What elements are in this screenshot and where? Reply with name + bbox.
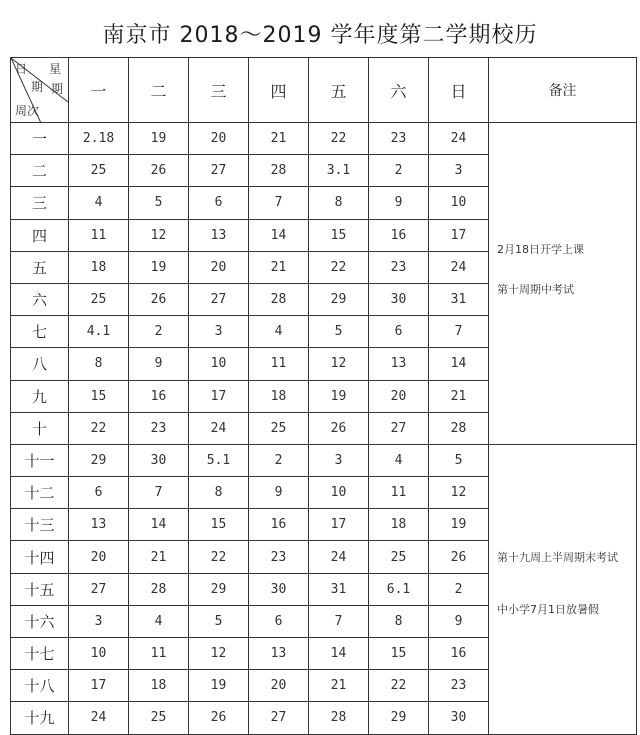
date-cell: 27 bbox=[69, 573, 129, 605]
date-cell: 10 bbox=[429, 187, 489, 219]
date-cell: 11 bbox=[69, 219, 129, 251]
date-cell: 24 bbox=[69, 702, 129, 734]
date-cell: 3.1 bbox=[309, 155, 369, 187]
date-cell: 14 bbox=[309, 638, 369, 670]
date-cell: 16 bbox=[129, 380, 189, 412]
date-cell: 28 bbox=[129, 573, 189, 605]
date-cell: 19 bbox=[429, 509, 489, 541]
day-header: 三 bbox=[189, 58, 249, 123]
date-cell: 11 bbox=[369, 477, 429, 509]
date-cell: 23 bbox=[129, 412, 189, 444]
notes-cell bbox=[489, 123, 637, 445]
date-cell: 11 bbox=[249, 348, 309, 380]
date-cell: 5 bbox=[129, 187, 189, 219]
date-cell: 26 bbox=[189, 702, 249, 734]
date-cell: 19 bbox=[309, 380, 369, 412]
date-cell: 24 bbox=[429, 123, 489, 155]
date-cell: 9 bbox=[249, 477, 309, 509]
date-cell: 25 bbox=[129, 702, 189, 734]
date-cell: 18 bbox=[69, 251, 129, 283]
date-cell: 7 bbox=[429, 316, 489, 348]
date-cell: 18 bbox=[129, 670, 189, 702]
date-cell: 30 bbox=[429, 702, 489, 734]
date-cell: 13 bbox=[69, 509, 129, 541]
corner-middle-left: 期 bbox=[31, 80, 44, 94]
date-cell: 23 bbox=[369, 251, 429, 283]
date-cell: 27 bbox=[369, 412, 429, 444]
date-cell: 2 bbox=[369, 155, 429, 187]
corner-bottom-left: 周次 bbox=[15, 104, 40, 118]
date-cell: 13 bbox=[189, 219, 249, 251]
date-cell: 8 bbox=[369, 605, 429, 637]
week-number-cell: 十二 bbox=[11, 477, 69, 509]
corner-middle-right: 期 bbox=[51, 82, 64, 96]
date-cell: 26 bbox=[129, 155, 189, 187]
date-cell: 24 bbox=[429, 251, 489, 283]
day-header: 四 bbox=[249, 58, 309, 123]
date-cell: 25 bbox=[249, 412, 309, 444]
date-cell: 30 bbox=[129, 444, 189, 476]
date-cell: 6 bbox=[69, 477, 129, 509]
date-cell: 2 bbox=[429, 573, 489, 605]
corner-top-left: 日 bbox=[15, 62, 28, 76]
date-cell: 31 bbox=[429, 283, 489, 315]
date-cell: 8 bbox=[69, 348, 129, 380]
date-cell: 2.18 bbox=[69, 123, 129, 155]
day-header: 一 bbox=[69, 58, 129, 123]
week-number-cell: 十六 bbox=[11, 605, 69, 637]
date-cell: 5 bbox=[429, 444, 489, 476]
date-cell: 29 bbox=[369, 702, 429, 734]
date-cell: 13 bbox=[249, 638, 309, 670]
date-cell: 3 bbox=[189, 316, 249, 348]
date-cell: 6.1 bbox=[369, 573, 429, 605]
date-cell: 30 bbox=[249, 573, 309, 605]
date-cell: 7 bbox=[309, 605, 369, 637]
week-row bbox=[11, 123, 637, 155]
date-cell: 25 bbox=[369, 541, 429, 573]
day-header: 二 bbox=[129, 58, 189, 123]
date-cell: 9 bbox=[369, 187, 429, 219]
notes-cell bbox=[489, 444, 637, 734]
date-cell: 24 bbox=[189, 412, 249, 444]
date-cell: 12 bbox=[129, 219, 189, 251]
date-cell: 22 bbox=[309, 123, 369, 155]
date-cell: 16 bbox=[249, 509, 309, 541]
date-cell: 23 bbox=[429, 670, 489, 702]
date-cell: 16 bbox=[369, 219, 429, 251]
corner-top-right: 星 bbox=[49, 62, 62, 76]
date-cell: 22 bbox=[189, 541, 249, 573]
date-cell: 5.1 bbox=[189, 444, 249, 476]
date-cell: 20 bbox=[249, 670, 309, 702]
date-cell: 8 bbox=[189, 477, 249, 509]
date-cell: 15 bbox=[309, 219, 369, 251]
date-cell: 4 bbox=[69, 187, 129, 219]
week-number-cell: 十七 bbox=[11, 638, 69, 670]
date-cell: 15 bbox=[369, 638, 429, 670]
date-cell: 12 bbox=[309, 348, 369, 380]
date-cell: 19 bbox=[129, 251, 189, 283]
date-cell: 20 bbox=[369, 380, 429, 412]
week-number-cell: 四 bbox=[11, 219, 69, 251]
date-cell: 19 bbox=[129, 123, 189, 155]
date-cell: 25 bbox=[69, 155, 129, 187]
date-cell: 29 bbox=[69, 444, 129, 476]
note-text: 中小学7月1日放暑假 bbox=[497, 602, 599, 616]
corner-header-cell bbox=[11, 58, 69, 123]
week-number-cell: 十三 bbox=[11, 509, 69, 541]
week-number-cell: 七 bbox=[11, 316, 69, 348]
date-cell: 19 bbox=[189, 670, 249, 702]
date-cell: 26 bbox=[309, 412, 369, 444]
date-cell: 31 bbox=[309, 573, 369, 605]
week-row bbox=[11, 444, 637, 476]
date-cell: 14 bbox=[129, 509, 189, 541]
week-number-cell: 十九 bbox=[11, 702, 69, 734]
date-cell: 23 bbox=[369, 123, 429, 155]
week-number-cell: 十 bbox=[11, 412, 69, 444]
week-number-cell: 八 bbox=[11, 348, 69, 380]
date-cell: 4 bbox=[369, 444, 429, 476]
date-cell: 17 bbox=[309, 509, 369, 541]
week-number-cell: 九 bbox=[11, 380, 69, 412]
date-cell: 5 bbox=[189, 605, 249, 637]
date-cell: 23 bbox=[249, 541, 309, 573]
day-header: 日 bbox=[429, 58, 489, 123]
date-cell: 13 bbox=[369, 348, 429, 380]
date-cell: 6 bbox=[249, 605, 309, 637]
date-cell: 21 bbox=[429, 380, 489, 412]
date-cell: 30 bbox=[369, 283, 429, 315]
date-cell: 6 bbox=[369, 316, 429, 348]
note-text: 第十九周上半周期末考试 bbox=[497, 550, 618, 564]
date-cell: 2 bbox=[129, 316, 189, 348]
date-cell: 28 bbox=[249, 155, 309, 187]
date-cell: 26 bbox=[429, 541, 489, 573]
date-cell: 27 bbox=[249, 702, 309, 734]
date-cell: 29 bbox=[189, 573, 249, 605]
date-cell: 20 bbox=[189, 251, 249, 283]
week-number-cell: 二 bbox=[11, 155, 69, 187]
date-cell: 28 bbox=[309, 702, 369, 734]
date-cell: 17 bbox=[429, 219, 489, 251]
date-cell: 22 bbox=[369, 670, 429, 702]
week-number-cell: 十八 bbox=[11, 670, 69, 702]
date-cell: 26 bbox=[129, 283, 189, 315]
school-calendar-table bbox=[10, 57, 637, 735]
date-cell: 21 bbox=[249, 123, 309, 155]
date-cell: 7 bbox=[129, 477, 189, 509]
date-cell: 22 bbox=[69, 412, 129, 444]
date-cell: 9 bbox=[129, 348, 189, 380]
date-cell: 4.1 bbox=[69, 316, 129, 348]
date-cell: 22 bbox=[309, 251, 369, 283]
date-cell: 3 bbox=[309, 444, 369, 476]
week-number-cell: 五 bbox=[11, 251, 69, 283]
date-cell: 29 bbox=[309, 283, 369, 315]
date-cell: 21 bbox=[309, 670, 369, 702]
date-cell: 2 bbox=[249, 444, 309, 476]
week-number-cell: 一 bbox=[11, 123, 69, 155]
date-cell: 28 bbox=[249, 283, 309, 315]
note-text: 第十周期中考试 bbox=[497, 283, 574, 296]
date-cell: 12 bbox=[189, 638, 249, 670]
week-number-cell: 三 bbox=[11, 187, 69, 219]
date-cell: 3 bbox=[69, 605, 129, 637]
date-cell: 20 bbox=[69, 541, 129, 573]
note-text: 2月18日开学上课 bbox=[497, 243, 584, 256]
date-cell: 5 bbox=[309, 316, 369, 348]
date-cell: 18 bbox=[369, 509, 429, 541]
date-cell: 15 bbox=[69, 380, 129, 412]
date-cell: 10 bbox=[69, 638, 129, 670]
date-cell: 15 bbox=[189, 509, 249, 541]
date-cell: 10 bbox=[189, 348, 249, 380]
date-cell: 4 bbox=[129, 605, 189, 637]
date-cell: 14 bbox=[249, 219, 309, 251]
date-cell: 12 bbox=[429, 477, 489, 509]
week-number-cell: 十四 bbox=[11, 541, 69, 573]
date-cell: 7 bbox=[249, 187, 309, 219]
week-number-cell: 十一 bbox=[11, 444, 69, 476]
date-cell: 8 bbox=[309, 187, 369, 219]
date-cell: 24 bbox=[309, 541, 369, 573]
date-cell: 20 bbox=[189, 123, 249, 155]
date-cell: 27 bbox=[189, 155, 249, 187]
date-cell: 16 bbox=[429, 638, 489, 670]
date-cell: 14 bbox=[429, 348, 489, 380]
notes-header: 备注 bbox=[489, 58, 637, 123]
header-row bbox=[11, 58, 637, 123]
date-cell: 17 bbox=[69, 670, 129, 702]
date-cell: 21 bbox=[249, 251, 309, 283]
date-cell: 25 bbox=[69, 283, 129, 315]
day-header: 五 bbox=[309, 58, 369, 123]
day-header: 六 bbox=[369, 58, 429, 123]
date-cell: 4 bbox=[249, 316, 309, 348]
week-number-cell: 六 bbox=[11, 283, 69, 315]
date-cell: 21 bbox=[129, 541, 189, 573]
date-cell: 3 bbox=[429, 155, 489, 187]
date-cell: 10 bbox=[309, 477, 369, 509]
week-number-cell: 十五 bbox=[11, 573, 69, 605]
date-cell: 17 bbox=[189, 380, 249, 412]
page-title: 南京市 2018～2019 学年度第二学期校历 bbox=[102, 23, 538, 48]
date-cell: 27 bbox=[189, 283, 249, 315]
date-cell: 9 bbox=[429, 605, 489, 637]
date-cell: 6 bbox=[189, 187, 249, 219]
date-cell: 11 bbox=[129, 638, 189, 670]
date-cell: 28 bbox=[429, 412, 489, 444]
date-cell: 18 bbox=[249, 380, 309, 412]
